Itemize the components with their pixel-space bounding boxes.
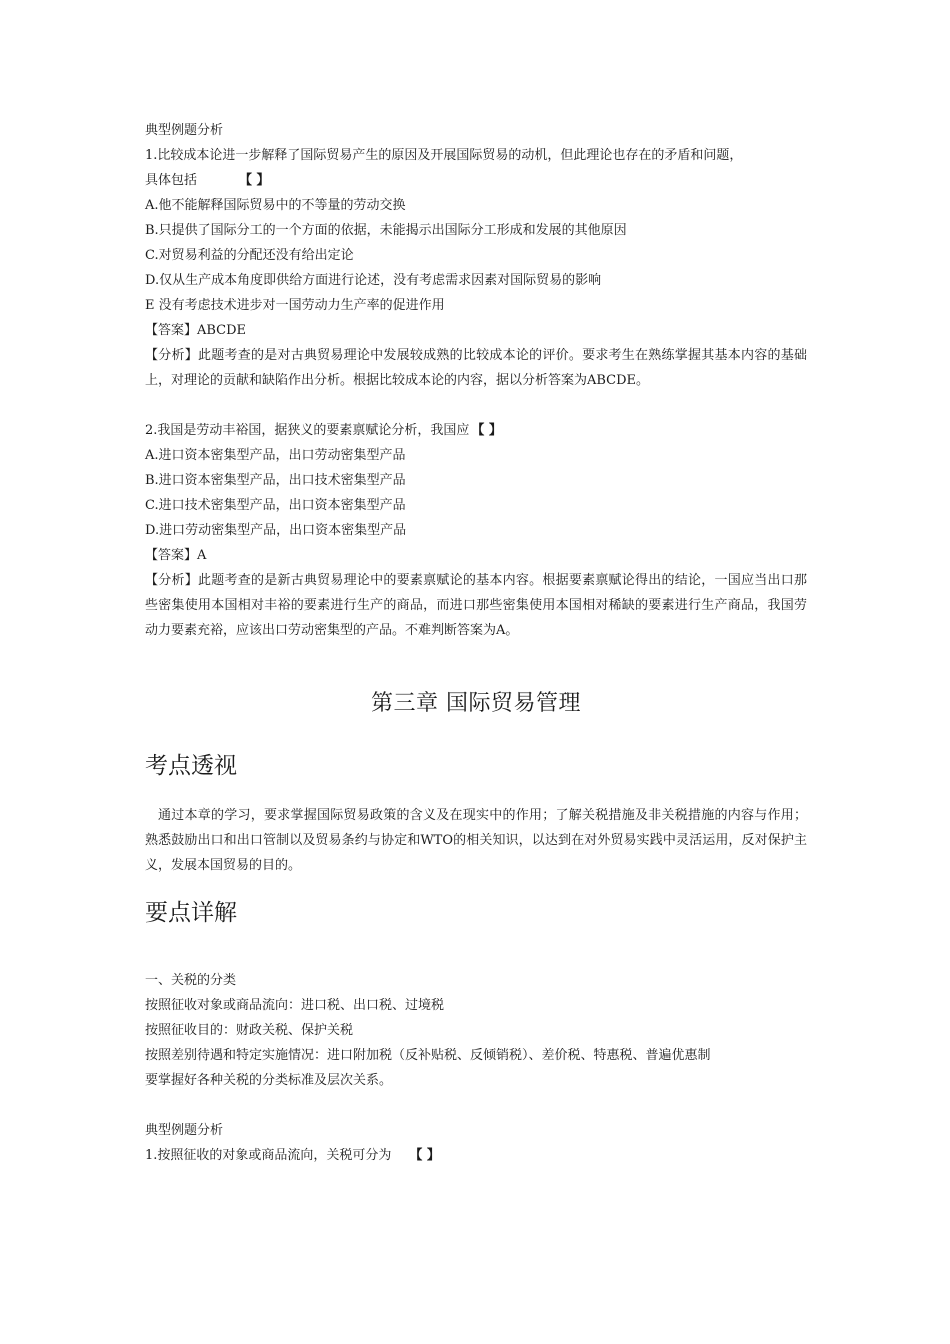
answer-bracket: 【 】 xyxy=(239,173,270,188)
tariff-line-1: 按照征收对象或商品流向：进口税、出口税、过境税 xyxy=(145,998,445,1013)
section-label: 典型例题分析 xyxy=(145,123,224,138)
question-1-answer: 【答案】ABCDE xyxy=(145,323,247,338)
question-2-stem xyxy=(145,418,807,443)
section-label-2: 典型例题分析 xyxy=(145,1123,224,1138)
question-1-stem-text: 具体包括 xyxy=(145,173,198,188)
tariff-heading: 一、关税的分类 xyxy=(145,973,237,988)
spacer xyxy=(145,393,807,418)
question-1-stem-line-2 xyxy=(145,168,807,193)
question-1-analysis: 【分析】此题考查的是对古典贸易理论中发展较成熟的比较成本论的评价。要求考生在熟练掌握其基本内容的基础上，对理论的贡献和缺陷作出分析。根据比较成本论的内容，据以分析答案为ABCDE。 xyxy=(145,348,807,388)
answer-bracket: 【 】 xyxy=(409,1148,440,1163)
question-2-option-b: B.进口资本密集型产品，出口技术密集型产品 xyxy=(145,473,406,488)
chapter-title: 第三章 国际贸易管理 xyxy=(371,691,581,716)
question-1-option-c: C.对贸易利益的分配还没有给出定论 xyxy=(145,248,354,263)
tariff-line-3: 按照差别待遇和特定实施情况：进口附加税（反补贴税、反倾销税）、差价税、特惠税、普遍优惠制 xyxy=(145,1048,711,1063)
question-1-option-b: B.只提供了国际分工的一个方面的依据，未能揭示出国际分工形成和发展的其他原因 xyxy=(145,223,627,238)
section-2-question-1-text: 1.按照征收的对象或商品流向，关税可分为 xyxy=(145,1148,392,1163)
overview-text: 通过本章的学习，要求掌握国际贸易政策的含义及在现实中的作用；了解关税措施及非关税措施的内容与作用；熟悉鼓励出口和出口管制以及贸易条约与协定和WTO的相关知识，以达到在对外贸易实践中灵活运用，反对保护主义，发展本国贸易的目的。 xyxy=(145,808,807,873)
details-heading: 要点详解 xyxy=(145,900,237,926)
answer-bracket: 【 】 xyxy=(471,423,502,438)
question-2-option-d: D.进口劳动密集型产品，出口资本密集型产品 xyxy=(145,523,407,538)
overview-heading: 考点透视 xyxy=(145,753,237,779)
question-2-answer: 【答案】A xyxy=(145,548,207,563)
question-1-stem-line-1: 1.比较成本论进一步解释了国际贸易产生的原因及开展国际贸易的动机，但此理论也存在的矛盾和问题， xyxy=(145,148,743,163)
question-2-analysis: 【分析】此题考查的是新古典贸易理论中的要素禀赋论的基本内容。根据要素禀赋论得出的结论，一国应当出口那些密集使用本国相对丰裕的要素进行生产的商品，而进口那些密集使用本国相对稀缺的要素进行生产商品，我国劳动力要素充裕，应该出口劳动密集型的产品。不难判断答案为A。 xyxy=(145,573,807,638)
question-2-option-c: C.进口技术密集型产品，出口资本密集型产品 xyxy=(145,498,406,513)
tariff-line-2: 按照征收目的：财政关税、保护关税 xyxy=(145,1023,354,1038)
question-1-option-e: E 没有考虑技术进步对一国劳动力生产率的促进作用 xyxy=(145,298,445,313)
section-2-question-1-stem xyxy=(145,1143,807,1168)
question-2-stem-text: 2.我国是劳动丰裕国，据狭义的要素禀赋论分析，我国应 xyxy=(145,423,470,438)
question-2-option-a: A.进口资本密集型产品，出口劳动密集型产品 xyxy=(145,448,406,463)
document-page xyxy=(145,118,807,1168)
question-1-option-d: D.仅从生产成本角度即供给方面进行论述，没有考虑需求因素对国际贸易的影响 xyxy=(145,273,602,288)
question-1-option-a: A.他不能解释国际贸易中的不等量的劳动交换 xyxy=(145,198,406,213)
tariff-line-4: 要掌握好各种关税的分类标准及层次关系。 xyxy=(145,1073,393,1088)
spacer xyxy=(145,1093,807,1118)
